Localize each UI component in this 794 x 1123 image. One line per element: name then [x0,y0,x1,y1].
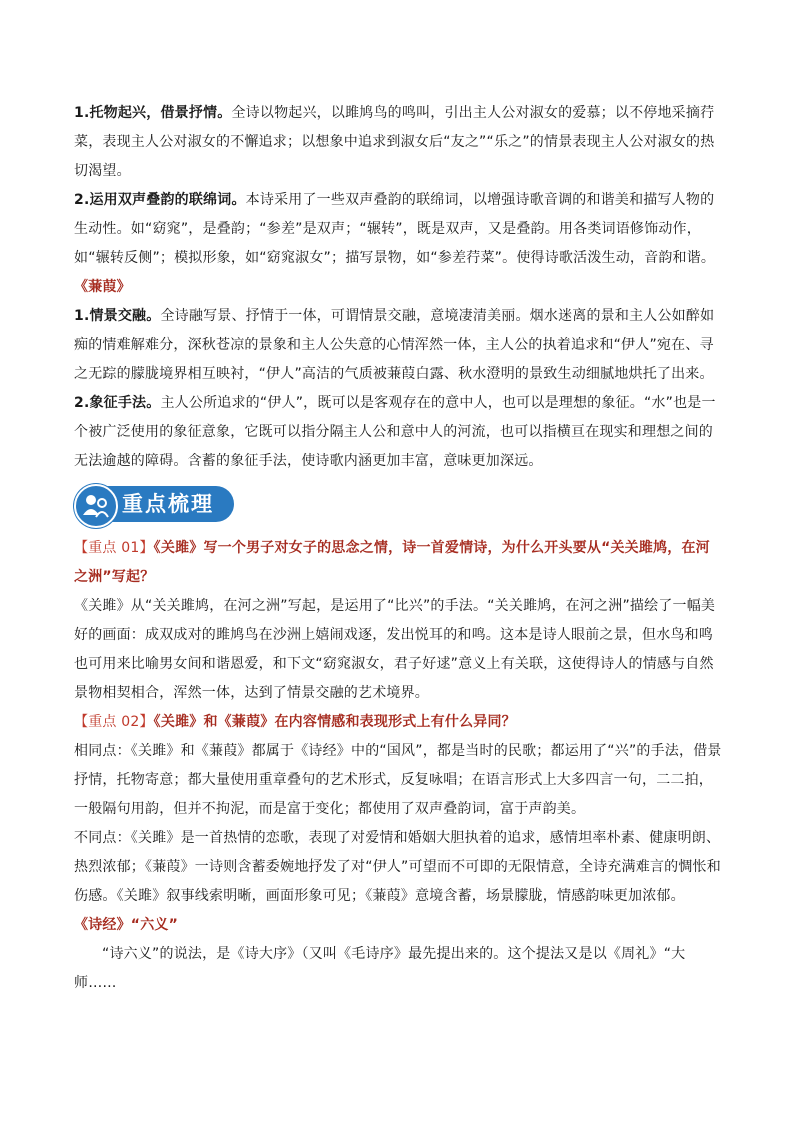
point-title: 2.运用双声叠韵的联绵词。 [74,192,246,208]
guanju-point-1 [74,99,724,186]
point-text: 全诗以物起兴，以雎鸠鸟的鸣叫，引出主人公对淑女的爱慕；以不停地采摘荇菜，表现主人公对淑女的不懈追求；以想象中追求到淑女后“友之”“乐之”的情景表现主人公对淑女的热切渴望。 [74,105,715,179]
key-point-2-differences: 不同点：《关雎》是一首热情的恋歌，表现了对爱情和婚姻大胆执着的追求，感情坦率朴素、健康明朗、热烈浓郁；《蒹葭》一诗则含蓄委婉地抒发了对“伊人”可望而不可即的无限情意，全诗充满难言的惆怅和伤感。《关雎》叙事线索明晰，画面形象可见；《蒹葭》意境含蓄，场景朦胧，情感韵味更加浓郁。 [74,830,721,904]
point-text: 全诗融写景、抒情于一体，可谓情景交融，意境凄清美丽。烟水迷离的景和主人公如醉如痴的情难解难分，深秋苍凉的景象和主人公失意的心情浑然一体，主人公的执着追求和“伊人”宛在、寻之无踪的朦胧境界相互映衬，“伊人”高洁的气质被蒹葭白露、秋水澄明的景致生动细腻地烘托了出来。 [74,308,715,382]
guanju-point-2 [74,186,724,273]
section-banner [74,484,234,524]
banner-title: 重点梳理 [122,492,214,516]
key-point-question: 《关雎》写一个男子对女子的思念之情，诗一首爱情诗，为什么开头要从“关关雎鸠，在河之洲”写起？ [74,540,710,585]
liuyi-paragraph: “诗六义”的说法，是《诗大序》（又叫《毛诗序》最先提出来的。这个提法又是以《周礼》“大师…… [74,946,686,991]
key-point-2-question [74,708,724,737]
key-point-question: 《关雎》和《蒹葭》在内容情感和表现形式上有什么异同？ [153,714,516,730]
key-point-1-question [74,534,724,592]
jianjia-point-2 [74,389,724,476]
point-title: 2.象征手法。 [74,395,161,411]
point-text: 主人公所追求的“伊人”，既可以是客观存在的意中人，也可以是理想的象征。“水”也是一个被广泛使用的象征意象，它既可以指分隔主人公和意中人的河流，也可以指横亘在现实和理想之间的无法逾越的障碍。含蓄的象征手法，使诗歌内涵更加丰富，意味更加深远。 [74,395,716,469]
key-point-2-similarities: 相同点：《关雎》和《蒹葭》都属于《诗经》中的“国风”，都是当时的民歌；都运用了“兴”的手法，借景抒情，托物寄意；都大量使用重章叠句的艺术形式，反复咏唱；在语言形式上大多四言一句，二二拍，一般隔句用韵，但并不拘泥，而是富于变化；都使用了双声叠韵词，富于声韵美。 [74,743,722,817]
key-point-label: 【重点 01】 [74,540,154,556]
people-icon [74,484,118,528]
point-title: 1.情景交融。 [74,308,161,324]
document-body [74,99,724,998]
point-text: 本诗采用了一些双声叠韵的联绵词，以增强诗歌音调的和谐美和描写人物的生动性。如“窈窕”，是叠韵；“参差”是双声；“辗转”，既是双声，又是叠韵。用各类词语修饰动作，如“辗转反侧”；模拟形象，如“窈窕淑女”；描写景物，如“参差荇菜”。使得诗歌活泼生动，音韵和谐。 [74,192,716,266]
point-title: 1.托物起兴，借景抒情。 [74,105,232,121]
key-point-1-answer: 《关雎》从“关关雎鸠，在河之洲”写起，是运用了“比兴”的手法。“关关雎鸠，在河之洲”描绘了一幅美好的画面：成双成对的雎鸠鸟在沙洲上嬉闹戏逐，发出悦耳的和鸣。这本是诗人眼前之景，但水鸟和鸣也可用来比喻男女间和谐恩爱，和下文“窈窕淑女，君子好逑”意义上有关联，这使得诗人的情感与自然景物相契相合，浑然一体，达到了情景交融的艺术境界。 [74,598,716,701]
jianjia-heading: 《蒹葭》 [74,279,131,295]
liuyi-heading: 《诗经》“六义” [74,917,179,933]
jianjia-point-1 [74,302,724,389]
key-point-label: 【重点 02】 [74,714,154,730]
